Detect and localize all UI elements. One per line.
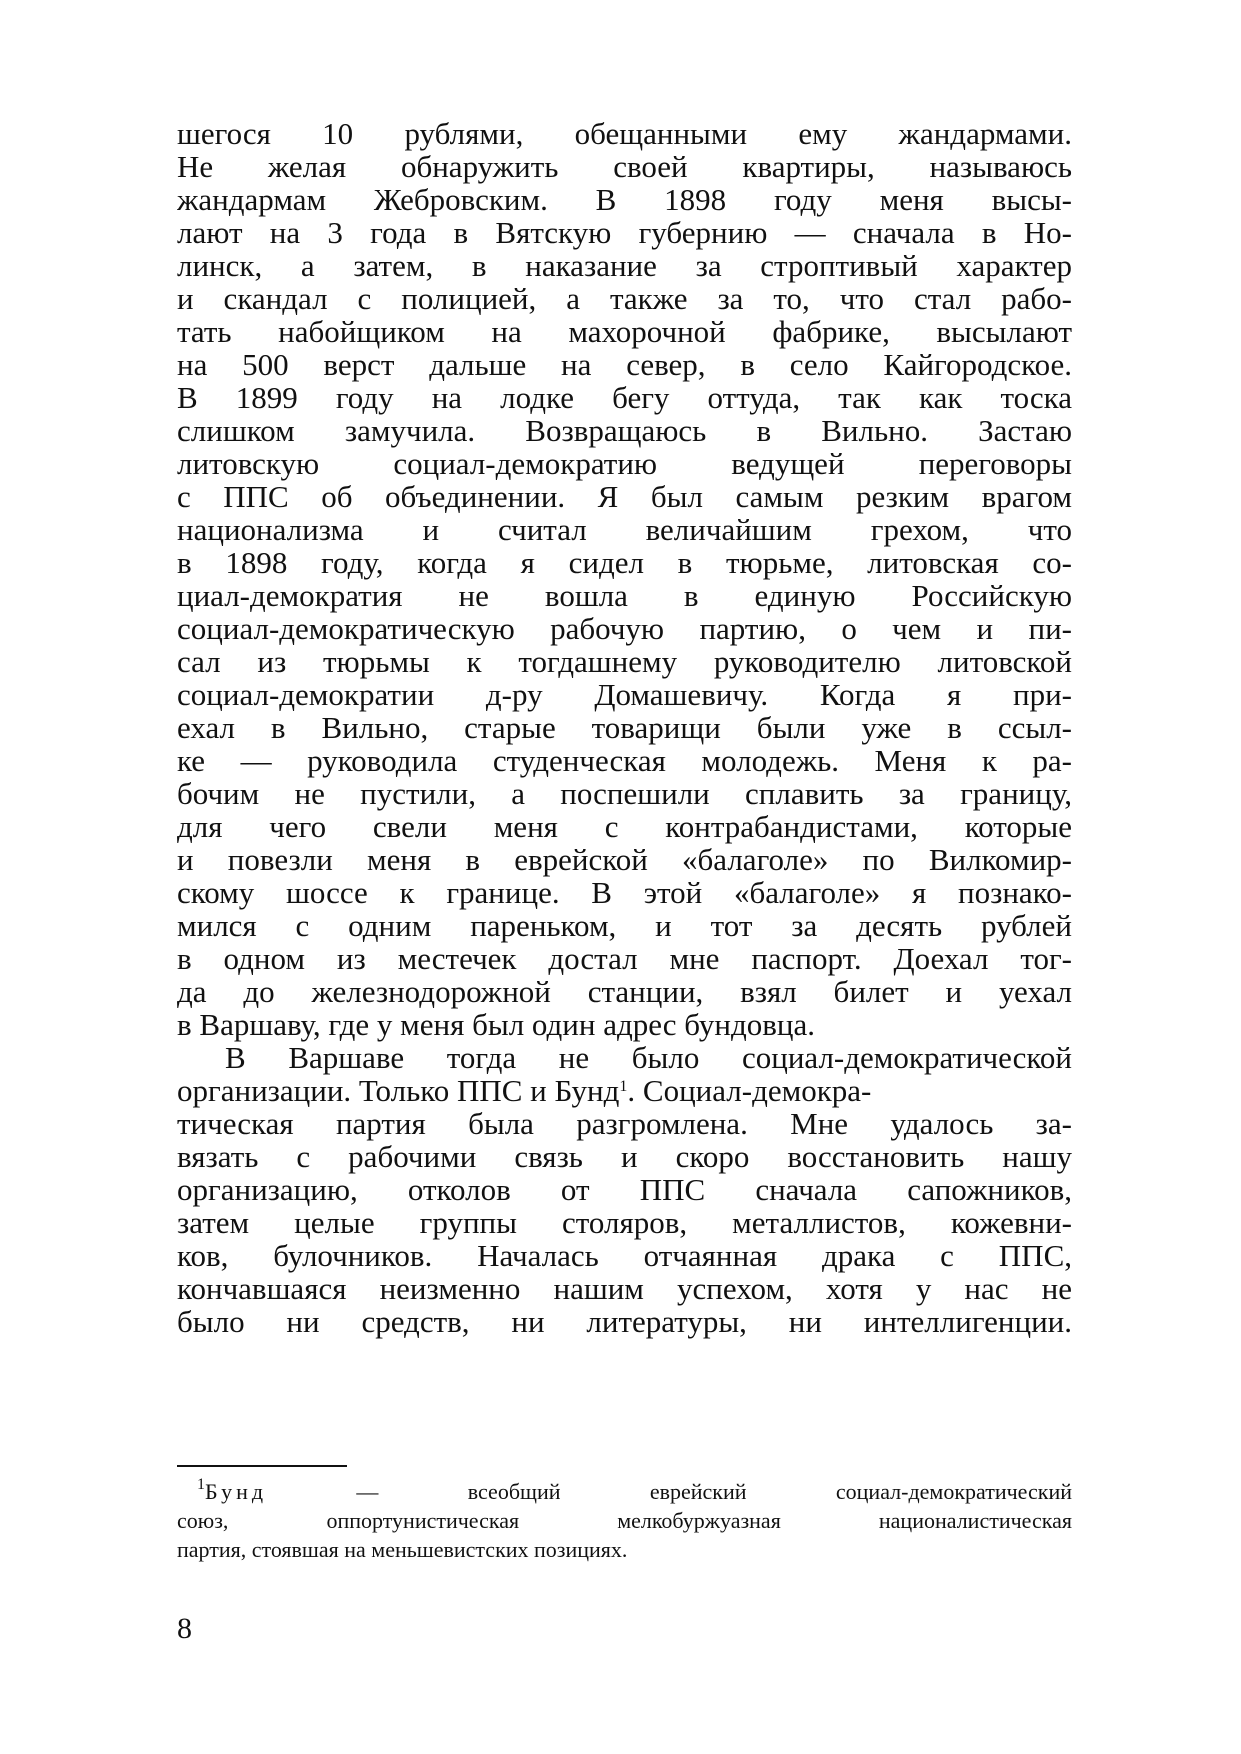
text-line: ке — руководила студенческая молодежь. Меня к ра- [177,743,1072,778]
text-line: организацию, отколов от ППС сначала сапожников, [177,1172,1072,1207]
text-line: национализма и считал величайшим грехом, что [177,512,1072,547]
text-line: в одном из местечек достал мне паспорт. Доехал тог- [177,941,1072,976]
text-line: бочим не пустили, а поспешили сплавить за границу, [177,776,1072,811]
footnote-line: партия, стоявшая на меньшевистских позициях. [177,1537,628,1562]
text-line: для чего свели меня с контрабандистами, которые [177,809,1072,844]
text-line: циал-демократия не вошла в единую Российскую [177,578,1072,613]
text-line: ехал в Вильно, старые товарищи были уже в ссыл- [177,710,1072,745]
text-line: и повезли меня в еврейской «балаголе» по Вилкомир- [177,842,1072,877]
text-line: скому шоссе к границе. В этой «балаголе» я познако- [177,875,1072,910]
text-line: в Варшаву, где у меня был один адрес бундовца. [177,1007,815,1042]
footnote-marker: 1 [619,1078,628,1095]
text-line: социал-демократическую рабочую партию, о чем и пи- [177,611,1072,646]
footnote-term: Бунд [205,1479,268,1504]
text-line: линск, а затем, в наказание за строптивый характер [177,248,1072,283]
text-line: на 500 верст дальше на север, в село Кайгородское. [177,347,1072,382]
footnote-text: — всеобщий еврейский социал-демократический [267,1479,1072,1504]
footnote-line: союз, оппортунистическая мелкобуржуазная националистическая [177,1508,1072,1533]
text-line: тать набойщиком на махорочной фабрике, высылают [177,314,1072,349]
text-fragment: . Социал-демокра- [627,1073,872,1108]
text-line: было ни средств, ни литературы, ни интеллигенции. [177,1304,1072,1339]
page-number: 8 [177,1612,192,1645]
text-line: кончавшаяся неизменно нашим успехом, хотя у нас не [177,1271,1072,1306]
text-line: В 1899 году на лодке бегу оттуда, так как тоска [177,380,1072,415]
text-line: да до железнодорожной станции, взял билет и уехал [177,974,1072,1009]
text-line: Не желая обнаружить своей квартиры, называюсь [177,149,1072,184]
text-line: жандармам Жебровским. В 1898 году меня высы- [177,182,1072,217]
text-line: тическая партия была разгромлена. Мне удалось за- [177,1106,1072,1141]
text-line: социал-демократии д-ру Домашевичу. Когда я при- [177,677,1072,712]
text-line: лают на 3 года в Вятскую губернию — сначала в Но- [177,215,1072,250]
text-fragment: организации. Только ППС и Бунд [177,1073,620,1108]
text-line: затем целые группы столяров, металлистов, кожевни- [177,1205,1072,1240]
text-line: сал из тюрьмы к тогдашнему руководителю литовской [177,644,1072,679]
text-line: ков, булочников. Началась отчаянная драка с ППС, [177,1238,1072,1273]
text-line: шегося 10 рублями, обещанными ему жандармами. [177,116,1072,151]
text-line: слишком замучила. Возвращаюсь в Вильно. Застаю [177,413,1072,448]
footnote-line [197,1478,1072,1506]
text-line: в 1898 году, когда я сидел в тюрьме, литовская со- [177,545,1072,580]
text-line: мился с одним пареньком, и тот за десять рублей [177,908,1072,943]
footnote-divider [177,1465,347,1467]
text-line: и скандал с полицией, а также за то, что стал рабо- [177,281,1072,316]
text-line-with-footnote [177,1073,1072,1109]
paragraph-start-line: В Варшаве тогда не было социал-демократической [225,1040,1072,1075]
text-line: с ППС об объединении. Я был самым резким врагом [177,479,1072,514]
text-line: вязать с рабочими связь и скоро восстановить нашу [177,1139,1072,1174]
text-line: литовскую социал-демократию ведущей переговоры [177,446,1072,481]
footnote-number: 1 [197,1478,205,1493]
